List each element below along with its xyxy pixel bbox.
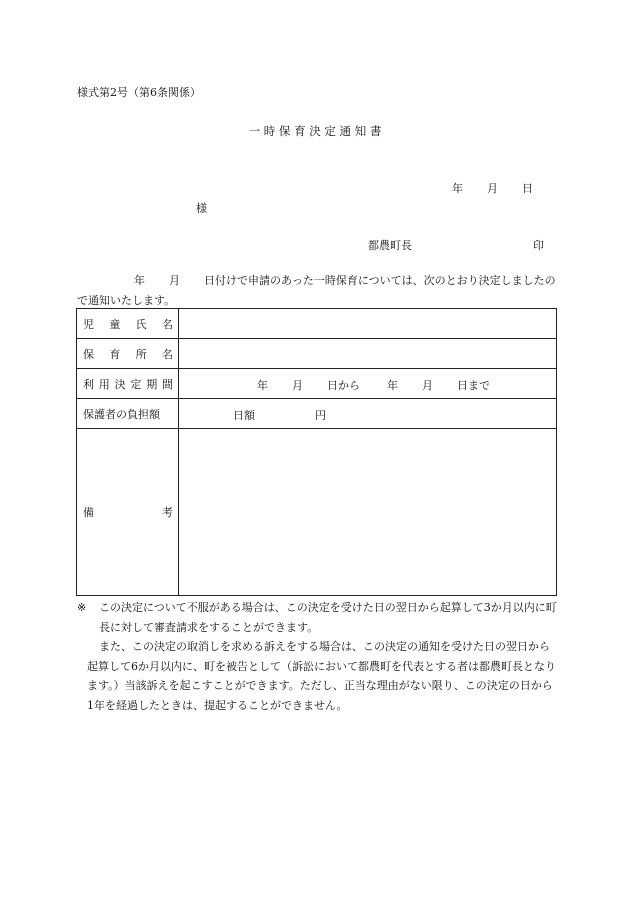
nursery-field[interactable]	[179, 339, 557, 369]
date-day-label: 日	[522, 182, 533, 195]
body-paragraph	[77, 271, 557, 311]
period-day-from: 日から	[327, 379, 360, 392]
note-paragraph-1: この決定について不服がある場合は、この決定を受けた日の翌日から起算して3か月以内に町長に対して審査請求をすることができます。	[99, 601, 557, 634]
period-row	[77, 369, 557, 399]
child-name-label: 児 童 氏 名	[77, 309, 179, 339]
period-label: 利 用 決 定 期 間	[77, 369, 179, 399]
issuer-name: 都農町長	[368, 239, 412, 252]
fee-field[interactable]	[179, 399, 557, 429]
remarks-label: 備 考	[77, 429, 179, 596]
child-name-row	[77, 309, 557, 339]
period-year-until: 年	[387, 379, 398, 392]
child-name-field[interactable]	[179, 309, 557, 339]
body-text: 日付けで申請のあった一時保育については、次のとおり決定しましたので通知いたします。	[77, 274, 556, 307]
period-month-from: 月	[292, 379, 303, 392]
period-month-until: 月	[422, 379, 433, 392]
body-month-label: 月	[169, 274, 180, 287]
addressee-honorific: 様	[196, 202, 207, 215]
note-paragraph-2: また、この決定の取消しを求める訴えをする場合は、この決定の通知を受けた日の翌日から起算して6か月以内に、町を被告として（訴訟において都農町を代表とする者は都農町長となります。）当該訴えを起こすことができます。ただし、正当な理由がない限り、この決定の日から1年を経過したときは、提起することができません。	[87, 640, 556, 712]
period-field[interactable]	[179, 369, 557, 399]
remarks-field[interactable]	[179, 429, 557, 596]
document-title: 一 時 保 育 決 定 通 知 書	[248, 124, 382, 138]
period-day-until: 日まで	[457, 379, 490, 392]
date-year-label: 年	[452, 182, 463, 195]
fee-row	[77, 399, 557, 429]
nursery-row	[77, 339, 557, 369]
date-month-label: 月	[487, 182, 498, 195]
notes-section	[77, 598, 559, 715]
fee-daily-label: 日額	[233, 409, 255, 422]
nursery-label: 保 育 所 名	[77, 339, 179, 369]
form-number: 様式第2号（第6条関係）	[77, 86, 201, 99]
note-mark: ※	[77, 601, 87, 614]
period-year-from: 年	[257, 379, 268, 392]
decision-table	[76, 308, 557, 596]
fee-yen-label: 円	[315, 409, 326, 422]
remarks-row	[77, 429, 557, 596]
body-year-label: 年	[134, 274, 145, 287]
seal-mark: 印	[533, 239, 544, 252]
fee-label: 保護者の負担額	[77, 399, 179, 429]
